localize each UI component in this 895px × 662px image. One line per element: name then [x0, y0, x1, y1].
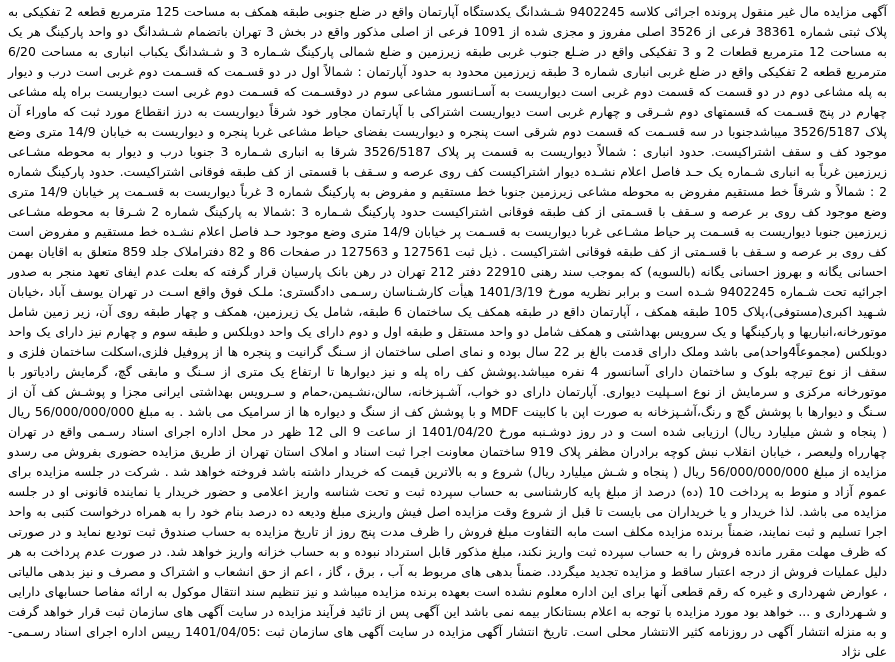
notice-body-text: آگهی مزایده مال غیر منقول پرونده اجرائی کلاسه 9402245 شـشدانگ یکدستگاه آپارتمان واقع در ضلع جنوبی طبقه همکف به مساحت 125 مترمربع قطعه 2 تفکیکی به پلاک ثبتی شماره 38361 فرعی از 3526 اصلی مفروز و مجزی شده از 1091 فرعی از اصلی مذکور واقع در بخش 3 تهران باتضمام شـشدانگ دو واحد پارکینگ هر یک به مساحت 12 مترمربع قطعات 2 و 3 تفکیکی واقع در ضـلع جنوب غربی طبقه زیرزمین و ضلع شمالی پارکینگ شـماره 3 و شـشدانگ یکباب انباری به مساحت 6/20 مترمربع قطعه 2 تفکیکی واقع در ضلع غربی انباری شماره 3 طبقه زیرزمین محدود به حدود آپارتمان : شمالاً اول در دو قسـمت که قسـمت دوم غربی است درب و دیوار به پله مشاعی دوم در دو قسمت که قسمت دوم غربی است دیواریست به آسـانسور مشاعی سوم در دوقسـمت که قسـمت دوم غربی است دیواریست براه پله مشاعی چهارم در پنج قسـمت که قسمتهای دوم شـرقی و چهارم غربی است دیواریست اشتراکی با آپارتمان مجاور خود شرقاً دیواریست به درز انقطاع مورد ثبت که ماوراء آن پلاک 3526/5187 میباشدجنوبا در سه قسـمت که قسمت دوم شرقی است پنجره و دیواریست بفضای حیاط مشاعی غربا پنجره و دیواریست به خیابان 14/9 متری وضع موجود کف و سقف اشتراکیست. حدود انباری : شمالاً دیواریست به قسمت پر پلاک 3526/5187 شرقا به انباری شـماره 3 جنوبا درب و دیوار به محوطه مشـاعی زیرزمین غرباً به انباری شـماره یک حـد فاصل اعلام نشـده دیوار اشتراکیست کف روی عرصه و سـقف با قسمتی از کف طبقه فوقانی اشتراکیست. حدود پارکینگ شماره 2 : شمالاً و شرقاً خط مستقیم مفروض به محوطه مشاعی زیرزمین جنوبا خط مستقیم و مفروض به پارکینگ شماره 3 غرباً دیواریست به قسـمت پر خیابان 14/9 متری وضع موجود کف روی بر عرصه و سـقف با قسـمتی از کف طبقه فوقانی اشتراکیست حدود پارکینگ شـماره 3 :شمالا به پارکینگ شماره 2 شـرقا به محوطه مشـاعی زیرزمین جنوبا دیواریست به قسـمت پر حیاط مشـاعی غربا دیواریست به قسـمت پر خیابان 14/9 متری وضع موجود حـد فاصل اعلام نشـده خط مستقیم و مفروض است کف روی بر عرصه و سـقف با قسـمتی از کف طبقه فوقانی اشتراکیست . ذیل ثبت 127561 و 127563 در صفحات 86 و 82 دفتراملاک جلد 859 متعلق به اقایان بهمن احسانی یگانه و بهروز احسانی یگانه (بالسویه) که بموجب سند رهنی 22910 دفتر 212 تهران در رهن بانک پارسیان قرار گرفته که بعلت عدم ایفای تعهد منجر به صدور اجرائیه تحت شـماره 9402245 شـده است و برابر نظریه مورخ 1401/3/19 هیأت کارشـناسان رسـمی دادگستری: ملـک فوق واقع اسـت در تهران یوسف آباد ،خیابان شـهید اکبری(مستوفی)،پلاک 105 طبقه همکف ، آپارتمان داقع در طبقه همکف یک ساختمان 6 طبقه، شامل یک زیرزمین، همکف و چهار طبقه روی آن، زیر زمین شامل موتورخانه،انباریها و پارکینگها و یک سرویس بهداشتی و همکف شامل دو واحد مستقل و طبقه اول و دوم دارای یک واحد دوبلکس و طبقه سوم و چهارم نیز دارای یک واحد دوبلکس (مجموعاً4واحد)می باشد وملک دارای قدمت بالغ بر 22 سال بوده و نمای اصلی ساختمان از سـنگ گرانیت و پنجره ها از پروفیل فلزی،اسکلت ساختمان فلزی و سقف از نوع تیرچه بلوک و ساختمان دارای آسانسور 4 نفره میباشد.پوشش کف راه پله و نیز دیوارها تا ارتفاع یک متری از سـنگ و مابقی گچ، گرمایش رادیاتور با موتورخانه مرکزی و سرمایش از نوع اسـپلیت دیواری. آپارتمان دارای دو خواب، آشـپزخانه، سالن،نشـیمن،حمام و سـرویس بهداشتی ایرانی مجزا و پوشـش کف آن از سـنگ و دیوارها با پوشش گچ و رنگ،آشـپزخانه به صورت اپن با کابینت MDF و با پوشش کف از سنگ و دیواره ها از سرامیک می باشد . به مبلغ 56/000/000/000 ریال ( پنجاه و شش میلیارد ریال) ارزیابی شده است و در روز دوشـنبه مورخ 1401/04/20 از ساعت 9 الی 12 ظهر در محل اداره اجرای اسناد رسـمی واقع در تهران چهارراه ولیعصر ، خیابان انقلاب نبش کوچه برادران مظفر پلاک 919 ساختمان معاونت اجرا ثبت اسناد و املاک استان تهران از طریق مزایده حضوری بفروش می رسدو مزایده از مبلغ 56/000/000/000 ریال ( پنجاه و شـش میلیارد ریال) شروع و به بالاترین قیمت که خریدار داشته باشد فروخته خواهد شد . شرکت در جلسه مزایده برای عموم آزاد و منوط به پرداخت 10 (ده) درصد از مبلغ پایه کارشناسی به حساب سپرده ثبت و تحت شناسه واریز اعلامی و حضور خریدار یا نماینده قانونی او در جلسه مزایده می باشد. لذا خریدار و یا خریداران می بایست تا قبل از شروع وقت مزایده اصل فیش واریزی مبلغ ودیعه ده درصد بنام خود را به همراه درخواست کتبی به واحد اجرا تسلیم و ثبت نمایند، ضمناً برنده مزایده مکلف است مابه التفاوت مبلغ فروش را ظرف مدت پنج روز از تاریخ مزایده به حساب صندوق ثبت تودیع نماید و در صورتی که ظرف مهلت مقرر مانده فروش را به حساب سپرده ثبت واریز نکند، مبلغ مذکور قابل استرداد نبوده و به حساب خزانه واریز خواهد شد. در صورت عدم پرداخت به هر دلیل عملیات فروش از درجه اعتبار ساقط و مزایده تجدید میگردد. ضمناً بدهی های مربوط به آب ، برق ، گاز ، اعم از حق انشعاب و اشتراک و مصرف و نیز بدهی مالیاتی ، عوارض شهرداری و غیره که رقم قطعی آنها برای این اداره معلوم نشده است بعهده برنده مزایده میباشد و نیز تنظیم سند انتقال موکول به ارائه مفاصا حسابهای دارایی و شـهرداری و ... خواهد بود مورد مزایده با توجه به اعلام بستانکار بیمه نمی باشد این آگهی پس از تائید فرآیند مزایده در سایت آگهی های سازمان ثبت قرار خواهد گرفت و به منزله انتشار آگهی در روزنامه کثیر الانتشار محلی است. تاریخ انتشار آگهی مزایده در سایت آگهی های سازمان ثبت :1401/04/05 رییس اداره اجرای اسناد رسـمی- علی نژاد — [8, 4, 888, 659]
